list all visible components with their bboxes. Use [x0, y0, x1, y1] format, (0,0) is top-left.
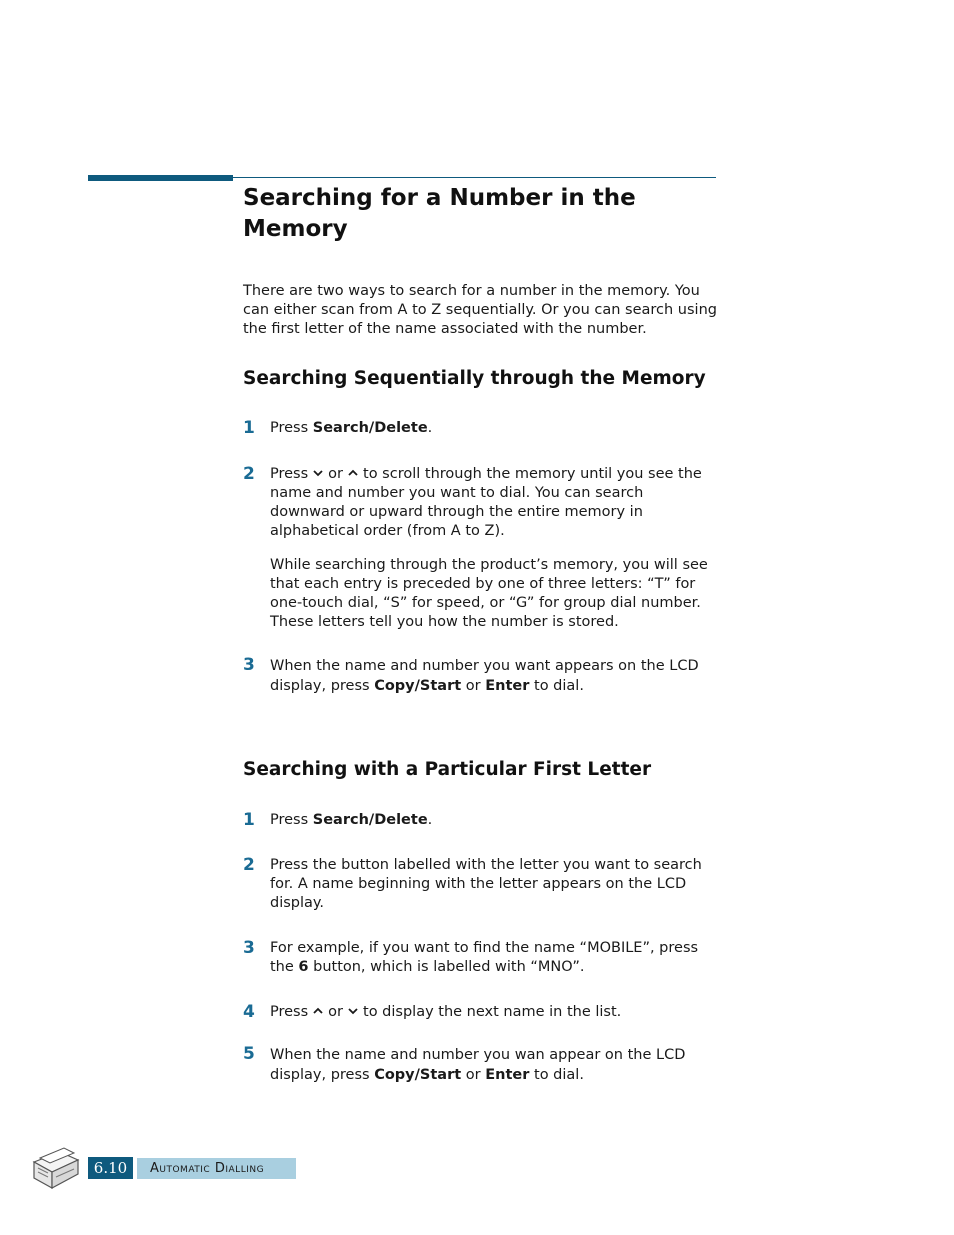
printer-icon	[30, 1144, 82, 1190]
chapter-label: Automatic Dialling	[137, 1158, 296, 1179]
header-rule-thick	[88, 175, 233, 181]
section1-step3-number: 3	[243, 655, 255, 675]
section1-step1-text: Press Search/Delete.	[270, 420, 433, 436]
chevron-down-icon	[311, 467, 325, 479]
section2-step5-text: When the name and number you wan appear on the LCD display, press Copy/Start or Enter to dial.	[270, 1047, 686, 1083]
section2-step4-text: Press or to display the next name in the list.	[270, 1004, 622, 1020]
section2-step1-number: 1	[243, 810, 255, 830]
section2-step2-text: Press the button labelled with the letter you want to search for. A name beginning with the letter appears on the LCD display.	[270, 857, 702, 911]
page-number: 6.10	[88, 1157, 133, 1179]
section2-step4-number: 4	[243, 1002, 255, 1022]
section1-heading: Searching Sequentially through the Memory	[243, 368, 706, 389]
chevron-down-icon	[346, 1005, 360, 1017]
section2-heading: Searching with a Particular First Letter	[243, 759, 652, 780]
chevron-up-icon	[311, 1005, 325, 1017]
section1-step2-note: While searching through the product’s memory, you will see that each entry is preceded by one of three letters: “T” for one-touch dial, “S” for speed, or “G” for group dial number. These letters tell you how the number is stored.	[270, 557, 708, 630]
intro-paragraph: There are two ways to search for a number in the memory. You can either scan from A to Z sequentially. Or you can search using the first letter of the name associated with the number.	[243, 283, 717, 337]
section1-step1-number: 1	[243, 418, 255, 438]
section2-step5-number: 5	[243, 1044, 255, 1064]
section2-step1-text: Press Search/Delete.	[270, 812, 433, 828]
chevron-up-icon	[346, 467, 360, 479]
section2-step3-number: 3	[243, 938, 255, 958]
page-title: Searching for a Number in the Memory	[243, 185, 636, 242]
section2-step3-text: For example, if you want to find the name “MOBILE”, press the 6 button, which is labelled with “MNO”.	[270, 940, 699, 975]
section1-step2-text: Press or to scroll through the memory until you see the name and number you want to dial. You can search downward or upward through the entire memory in alphabetical order (from A to Z).	[270, 466, 702, 539]
section1-step2-number: 2	[243, 464, 255, 484]
section2-step2-number: 2	[243, 855, 255, 875]
section1-step3-text: When the name and number you want appears on the LCD display, press Copy/Start or Enter to dial.	[270, 658, 699, 694]
header-rule-thin	[233, 177, 716, 178]
